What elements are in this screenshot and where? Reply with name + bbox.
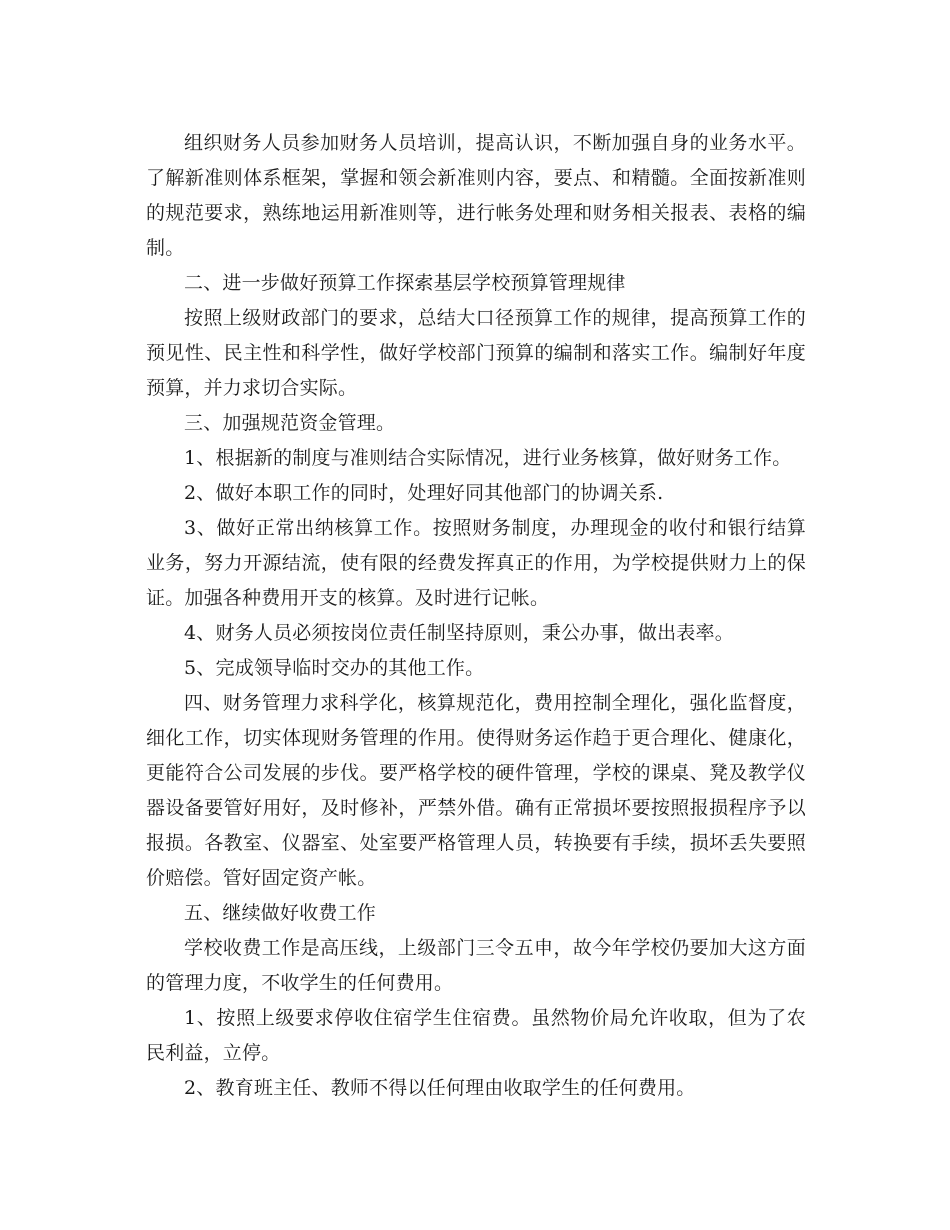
paragraph-training: 组织财务人员参加财务人员培训，提高认识，不断加强自身的业务水平。了解新准则体系框架，掌握和领会新准则内容，要点、和精髓。全面按新准则的规范要求，熟练地运用新准则等，进行帐务处理和财务相关报表、表格的编制。 — [146, 132, 806, 259]
heading-budget: 二、进一步做好预算工作探索基层学校预算管理规律 — [184, 272, 626, 294]
paragraph-budget: 按照上级财政部门的要求，总结大口径预算工作的规律，提高预算工作的预见性、民主性和科学性，做好学校部门预算的编制和落实工作。编制好年度预算，并力求切合实际。 — [146, 307, 806, 399]
document-body — [146, 126, 806, 1106]
list-item-accommodation-fee: 1、按照上级要求停收住宿学生住宿费。虽然物价局允许收取，但为了农民利益，立停。 — [146, 1007, 806, 1064]
list-item-principles: 4、财务人员必须按岗位责任制坚持原则，秉公办事，做出表率。 — [184, 622, 734, 644]
paragraph-fees: 学校收费工作是高压线，上级部门三令五申，故今年学校仍要加大这方面的管理力度，不收学生的任何费用。 — [146, 937, 806, 994]
list-item-other-tasks: 5、完成领导临时交办的其他工作。 — [184, 657, 485, 679]
list-item-cashier: 3、做好正常出纳核算工作。按照财务制度，办理现金的收付和银行结算业务，努力开源结流，使有限的经费发挥真正的作用，为学校提供财力上的保证。加强各种费用开支的核算。及时进行记帐。 — [146, 517, 806, 609]
list-item-teacher-fees: 2、教育班主任、教师不得以任何理由收取学生的任何费用。 — [184, 1077, 696, 1099]
paragraph-financial-management: 四、财务管理力求科学化，核算规范化，费用控制全理化，强化监督度，细化工作，切实体现财务管理的作用。使得财务运作趋于更合理化、健康化，更能符合公司发展的步伐。要严格学校的硬件管理，学校的课桌、凳及教学仪器设备要管好用好，及时修补，严禁外借。确有正常损坏要按照报损程序予以报损。各教室、仪器室、处室要严格管理人员，转换要有手续，损坏丢失要照价赔偿。管好固定资产帐。 — [146, 692, 806, 889]
heading-fees: 五、继续做好收费工作 — [184, 902, 377, 924]
heading-fund-management: 三、加强规范资金管理。 — [184, 412, 396, 434]
list-item-accounting: 1、根据新的制度与准则结合实际情况，进行业务核算，做好财务工作。 — [184, 447, 792, 469]
list-item-coordination: 2、做好本职工作的同时，处理好同其他部门的协调关系. — [184, 482, 664, 504]
